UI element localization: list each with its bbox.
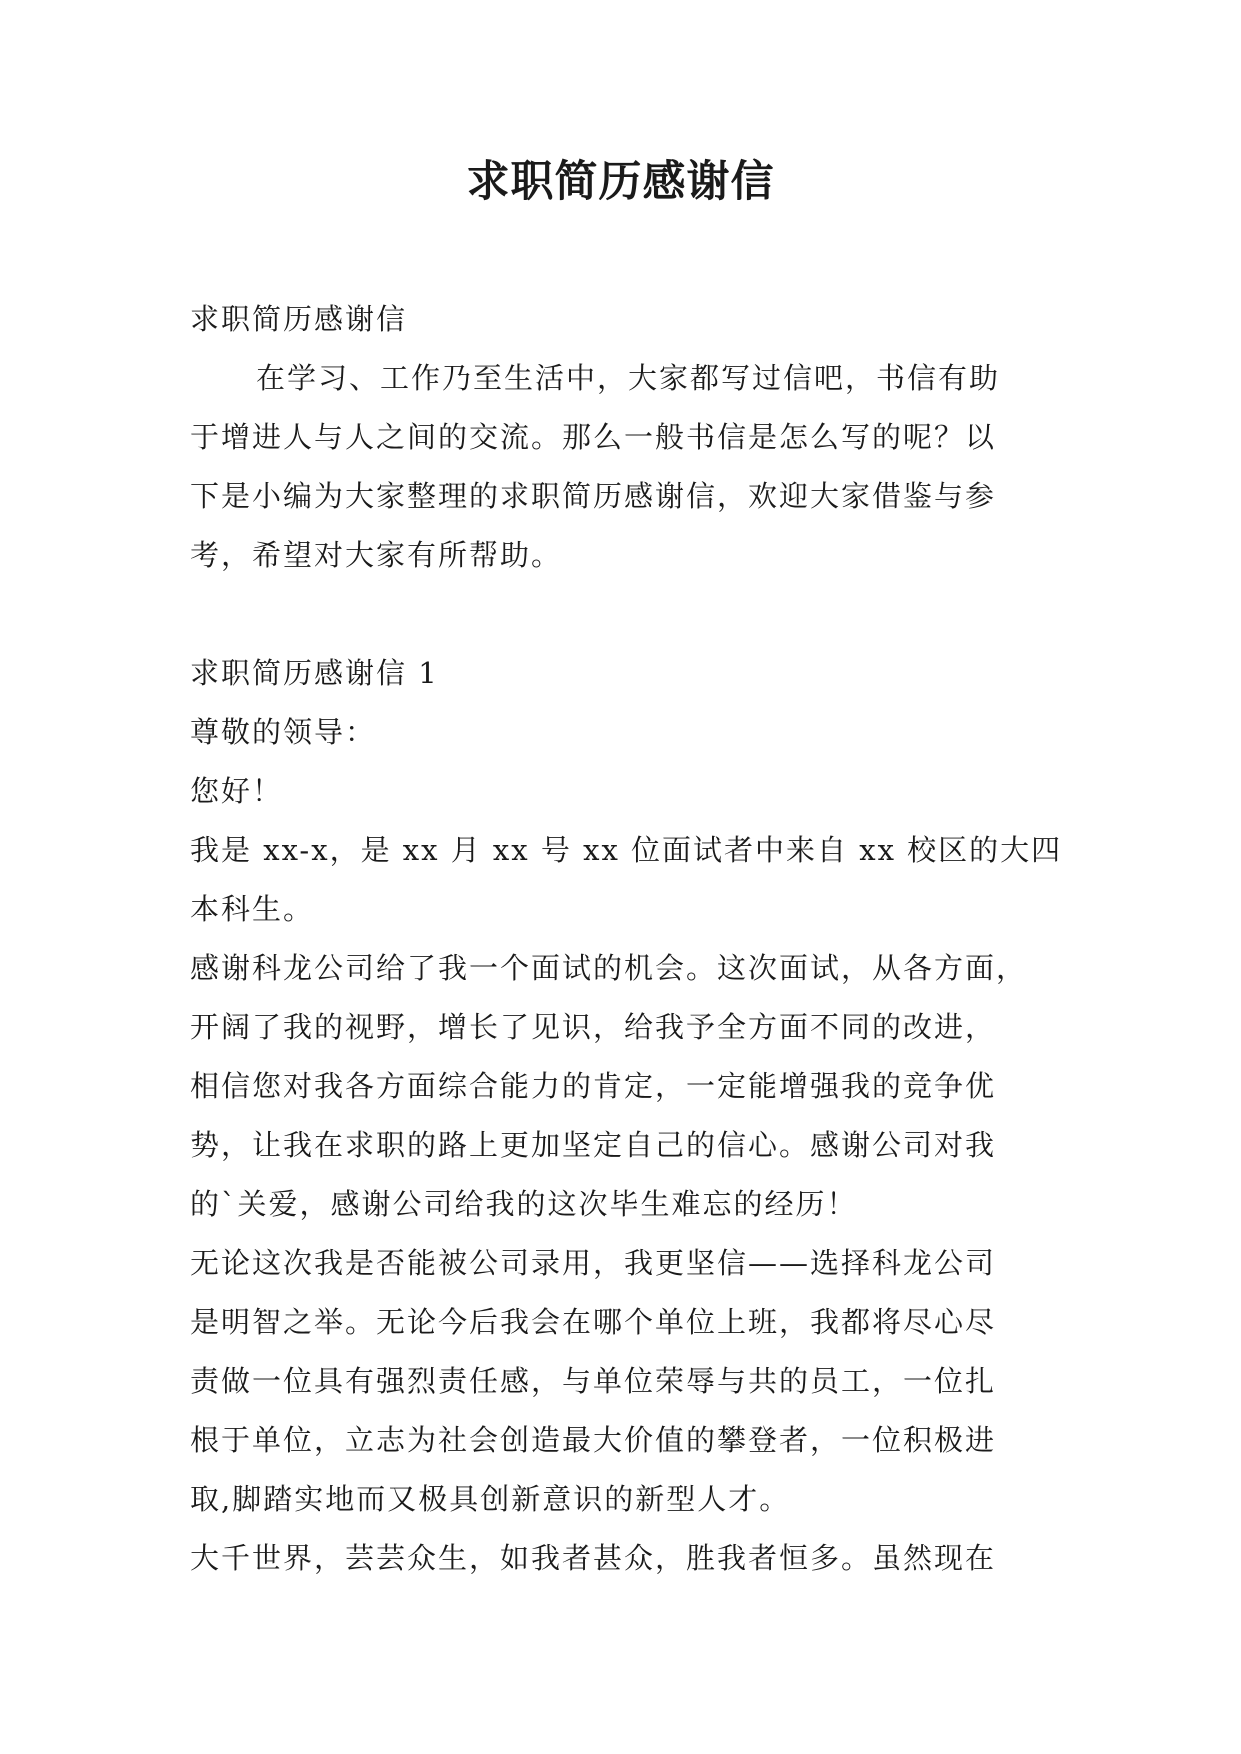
letter-line: 我是 xx-x，是 xx 月 xx 号 xx 位面试者中来自 xx 校区的大四	[190, 833, 1063, 867]
salutation: 尊敬的领导：	[190, 715, 377, 749]
letter-line: 无论这次我是否能被公司录用，我更坚信——选择科龙公司	[190, 1246, 997, 1280]
letter-line: 势，让我在求职的路上更加坚定自己的信心。感谢公司对我	[190, 1128, 997, 1162]
letter-line: 根于单位，立志为社会创造最大价值的攀登者，一位积极进	[190, 1423, 997, 1457]
letter-line: 大千世界，芸芸众生，如我者甚众，胜我者恒多。虽然现在	[190, 1541, 997, 1575]
greeting: 您好！	[190, 774, 284, 808]
letter-line: 相信您对我各方面综合能力的肯定，一定能增强我的竞争优	[190, 1069, 997, 1103]
document-body	[190, 290, 1063, 1588]
letter-line: 责做一位具有强烈责任感，与单位荣辱与共的员工，一位扎	[190, 1364, 997, 1398]
letter-line: 感谢科龙公司给了我一个面试的机会。这次面试，从各方面，	[190, 951, 1028, 985]
section-heading: 求职简历感谢信	[190, 302, 408, 336]
letter-line: 本科生。	[190, 892, 315, 926]
intro-line: 于增进人与人之间的交流。那么一般书信是怎么写的呢？以	[190, 420, 997, 454]
paragraph-gap	[190, 585, 1060, 644]
letter-line: 开阔了我的视野，增长了见识，给我予全方面不同的改进，	[190, 1010, 997, 1044]
letter-heading: 求职简历感谢信 1	[190, 656, 439, 690]
intro-line: 考，希望对大家有所帮助。	[190, 538, 563, 572]
letter-line: 是明智之举。无论今后我会在哪个单位上班，我都将尽心尽	[190, 1305, 997, 1339]
intro-line: 下是小编为大家整理的求职简历感谢信，欢迎大家借鉴与参	[190, 479, 997, 513]
document-title: 求职简历感谢信	[466, 157, 775, 207]
letter-line: 的`关爱，感谢公司给我的这次毕生难忘的经历！	[190, 1187, 858, 1221]
letter-line: 取,脚踏实地而又极具创新意识的新型人才。	[190, 1482, 791, 1516]
intro-line: 在学习、工作乃至生活中，大家都写过信吧，书信有助	[256, 361, 1001, 395]
